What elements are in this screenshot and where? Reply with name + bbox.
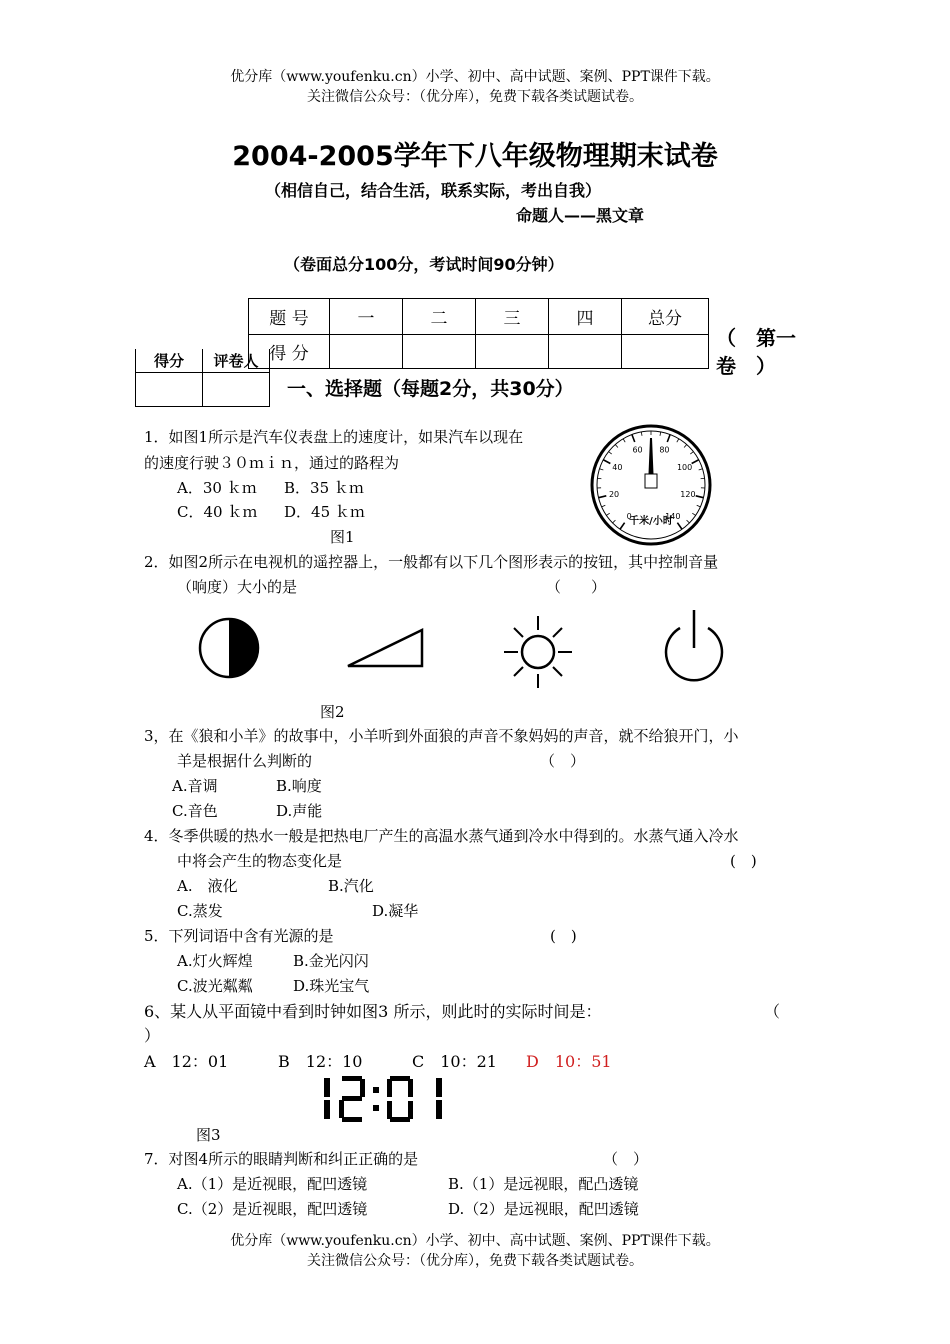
q7-option-c: C.（2）是近视眼，配凹透镜 [177, 1200, 368, 1218]
q1-option-d: D．45 ｋｍ [284, 503, 365, 521]
q4-answer-paren: ( ) [730, 852, 757, 870]
q1-option-a: A．30 ｋｍ [177, 479, 257, 497]
speedometer-tick [687, 520, 690, 523]
q6-line-1: 6、某人从平面镜中看到时钟如图3 所示，则此时的实际时间是： [144, 1002, 602, 1021]
footer-line-1: 优分库（www.youfenku.cn）小学、初中、高中试题、案例、PPT课件下载。 [230, 1233, 720, 1249]
q3-line-2: 羊是根据什么判断的 [177, 752, 313, 770]
volume-triangle-icon [344, 626, 428, 670]
score-table [248, 298, 709, 369]
speedometer-tick [641, 432, 642, 436]
speedometer-label: 80 [659, 445, 670, 455]
speedometer-tick [609, 452, 612, 454]
speedometer-label: 100 [676, 463, 693, 473]
speedometer-tick [606, 513, 609, 515]
speedometer-tick [615, 445, 618, 448]
speedometer-tick [599, 469, 603, 470]
grader-table [135, 349, 270, 407]
q2-line-2: （响度）大小的是 [177, 578, 298, 596]
grader-score-cell [136, 373, 203, 407]
speedometer-tick [699, 469, 703, 470]
score-row-label: 得 分 [249, 335, 330, 369]
q6-paren-open: （ [764, 1002, 781, 1021]
score-cell [403, 335, 476, 369]
q5-option-b: B.金光闪闪 [293, 952, 369, 970]
speedometer-tick [603, 460, 610, 464]
speedometer-label: 140 [665, 512, 681, 522]
speedometer-unit: 千米/小时 [629, 516, 673, 527]
score-header-1: 一 [330, 299, 403, 335]
motto: （相信自己，结合生活，联系实际，考出自我） [265, 181, 602, 200]
q5-line-1: 5．下列词语中含有光源的是 [144, 927, 334, 945]
speedometer-tick [599, 496, 607, 498]
page-title: 2004-2005学年下八年级物理期末试卷 [232, 141, 718, 172]
q1-option-b: B．35 ｋｍ [284, 479, 364, 497]
speedometer-tick [690, 452, 693, 454]
speedometer-tick [696, 496, 704, 498]
power-icon [660, 606, 728, 686]
q3-line-1: 3，在《狼和小羊》的故事中，小羊听到外面狼的声音不象妈妈的声音，就不给狼开门，小 [144, 727, 739, 745]
score-cell [622, 335, 709, 369]
q7-option-a: A.（1）是近视眼，配凹透镜 [177, 1175, 368, 1193]
q1-line-1: 1．如图1所示是汽车仪表盘上的速度计，如果汽车以现在 [144, 428, 524, 446]
header-line-1: 优分库（www.youfenku.cn）小学、初中、高中试题、案例、PPT课件下载。 [230, 69, 720, 85]
score-header-2: 二 [403, 299, 476, 335]
speedometer-label: 120 [680, 489, 696, 499]
footer-line-2: 关注微信公众号：（优分库），免费下载各类试题试卷。 [307, 1253, 643, 1269]
q7-answer-paren: （ ） [603, 1150, 649, 1168]
speedometer-tick [684, 445, 687, 448]
q6-option-a: A 12：01 [144, 1052, 229, 1071]
speedometer-tick [677, 523, 682, 530]
speedometer-tick [620, 523, 625, 530]
q2-answer-paren: （ ） [546, 578, 607, 596]
speedometer-figure [586, 424, 716, 546]
speedometer-label: 60 [632, 445, 643, 455]
grader-name-label: 评卷人 [203, 349, 270, 373]
q7-option-d: D.（2）是远视眼，配凹透镜 [448, 1200, 639, 1218]
q3-option-d: D.声能 [276, 802, 323, 820]
section-1-title: 一、选择题（每题2分，共30分） [287, 378, 574, 400]
score-cell [476, 335, 549, 369]
q7-option-b: B.（1）是远视眼，配凸透镜 [448, 1175, 639, 1193]
score-cell [330, 335, 403, 369]
score-cell [549, 335, 622, 369]
q4-option-c: C.蒸发 [177, 902, 223, 920]
q6-option-b: B 12：10 [278, 1052, 363, 1071]
q6-paren-close: ） [144, 1026, 161, 1045]
q4-line-1: 4．冬季供暖的热水一般是把热电厂产生的高温水蒸气通到冷水中得到的。水蒸气通入冷水 [144, 827, 739, 845]
author: 命题人——黑文章 [516, 206, 645, 225]
exam-info: （卷面总分100分，考试时间90分钟） [284, 255, 564, 274]
q5-option-d: D.珠光宝气 [293, 977, 370, 995]
q4-line-2: 中将会产生的物态变化是 [177, 852, 343, 870]
speedometer-hub [645, 474, 657, 488]
q3-option-c: C.音色 [172, 802, 218, 820]
mirrored-digital-clock [318, 1076, 454, 1122]
score-header-3: 三 [476, 299, 549, 335]
score-header-label: 题 号 [249, 299, 330, 335]
q1-figure-caption: 图1 [330, 528, 355, 546]
speedometer-tick [692, 460, 699, 464]
speedometer-tick [613, 520, 616, 523]
speedometer-label: 40 [612, 463, 623, 473]
q3-option-a: A.音调 [172, 777, 218, 795]
q7-line-1: 7．对图4所示的眼睛判断和纠正正确的是 [144, 1150, 419, 1168]
q3-answer-paren: （ ） [540, 752, 586, 770]
speedometer-tick [697, 505, 701, 507]
q1-option-c: C．40 ｋｍ [177, 503, 258, 521]
volume-label-1: （ 第一 [716, 326, 796, 350]
q5-option-c: C.波光粼粼 [177, 977, 253, 995]
speedometer-label: 0 [626, 512, 632, 522]
q4-option-a: A. 液化 [177, 877, 238, 895]
speedometer-tick [677, 439, 679, 442]
speedometer-tick [602, 505, 606, 507]
q6-option-d-highlighted: D 10：51 [526, 1052, 612, 1071]
volume-label-2: 卷 ） [716, 354, 776, 378]
speedometer-tick [623, 439, 625, 442]
header-line-2: 关注微信公众号：（优分库），免费下载各类试题试卷。 [307, 89, 643, 105]
q1-line-2: 的速度行驶３０ｍｉｎ，通过的路程为 [144, 454, 400, 472]
q2-figure-caption: 图2 [320, 703, 345, 721]
speedometer-label: 20 [608, 489, 620, 499]
contrast-icon [196, 615, 262, 681]
q6-option-c: C 10：21 [412, 1052, 497, 1071]
grader-name-cell [203, 373, 270, 407]
q4-option-b: B.汽化 [328, 877, 374, 895]
q5-option-a: A.灯火辉煌 [177, 952, 253, 970]
speedometer-tick [660, 432, 661, 436]
score-header-total: 总分 [622, 299, 709, 335]
brightness-sun-icon [502, 612, 574, 692]
clock-reading: 12:01 [318, 1076, 321, 1077]
q3-option-b: B.响度 [276, 777, 322, 795]
score-header-4: 四 [549, 299, 622, 335]
q2-line-1: 2．如图2所示在电视机的遥控器上，一般都有以下几个图形表示的按钮，其中控制音量 [144, 553, 719, 571]
speedometer-tick [632, 434, 635, 441]
q4-option-d: D.凝华 [372, 902, 419, 920]
q6-figure-caption: 图3 [196, 1126, 221, 1144]
grader-score-label: 得分 [136, 349, 203, 373]
speedometer-tick [692, 513, 695, 515]
speedometer-tick [667, 434, 670, 441]
q5-answer-paren: ( ) [550, 927, 577, 945]
